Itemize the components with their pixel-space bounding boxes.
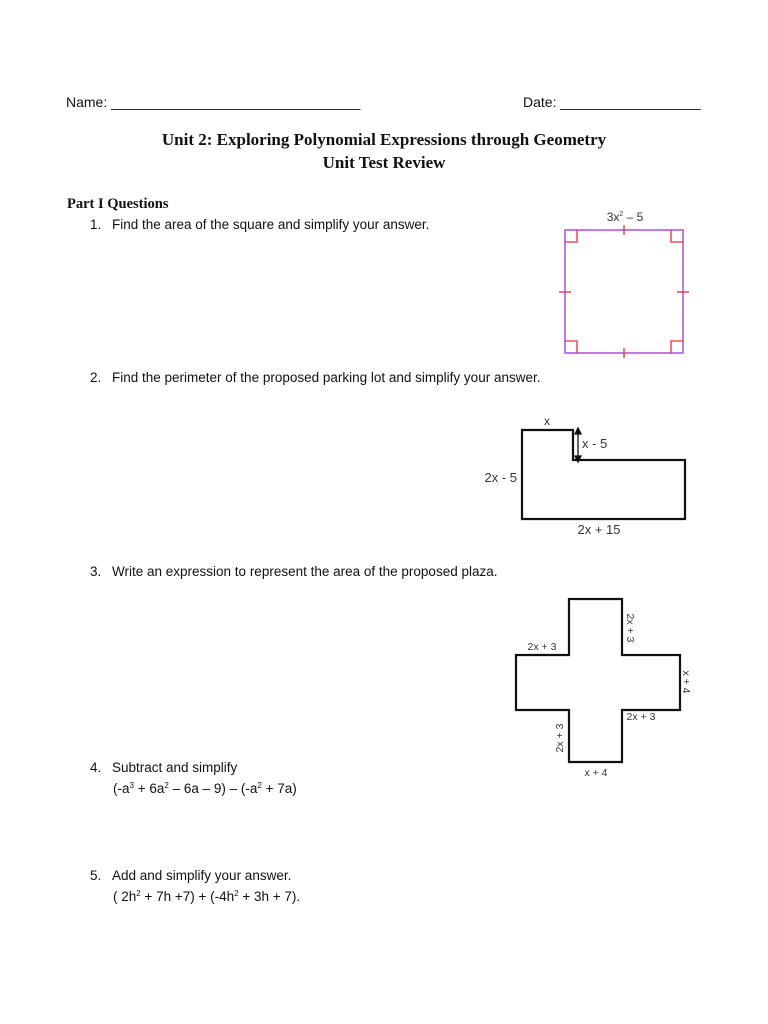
square-side-label: $3x^2 - 5$ [606,210,644,224]
question-text: Find the perimeter of the proposed parking lot and simplify your answer. [112,370,541,385]
document-subtitle: Unit Test Review [322,153,446,172]
question-4-expression: $(-a^3 + 6a^2 - 6a - 9) - (-a^2 + 7a)$ [113,781,297,796]
step-height-arrow [575,428,581,462]
top-width-label: x [544,414,550,428]
question-2 [90,370,540,385]
congruence-tick-marks [559,225,689,358]
top-arm-height-label: 2x + 3 [624,613,636,643]
step-height-label: x - 5 [582,436,608,451]
right-angle-marks [565,230,683,353]
square-figure [550,205,700,365]
question-1 [90,217,429,232]
parking-lot-figure [470,410,700,540]
section-title: Part I Questions [67,196,169,212]
question-text: Add and simplify your answer. [112,868,292,883]
bottom-width-label: 2x + 15 [577,522,621,537]
name-field-label: Name: ________________________________ [66,94,361,110]
question-number: 2. [90,370,102,385]
plaza-figure [506,592,696,782]
question-text: Subtract and simplify [112,760,238,775]
right-arm-height-label: x + 4 [680,670,692,694]
question-text: Write an expression to represent the area of the proposed plaza. [112,564,498,579]
right-arm-width-label: 2x + 3 [626,711,656,723]
question-number: 5. [90,868,102,883]
bottom-arm-height-label: 2x + 3 [554,723,566,753]
left-arm-width-label: 2x + 3 [527,641,557,653]
question-5-expression: ( $2h^2 + 7h +7) + (-4h^2 + 3h + 7)$. [113,889,301,904]
question-number: 4. [90,760,102,775]
date-field-label: Date: __________________ [523,94,701,110]
plaza-outline [516,599,680,762]
question-5 [90,868,291,883]
left-height-label: 2x - 5 [484,470,517,485]
question-number: 1. [90,217,102,232]
document-title: Unit 2: Exploring Polynomial Expressions through Geometry [161,130,607,149]
square-outline [565,230,683,353]
bottom-arm-width-label: x + 4 [584,767,608,779]
question-3 [90,564,497,579]
question-4 [90,760,237,775]
question-number: 3. [90,564,102,579]
question-text: Find the area of the square and simplify your answer. [112,217,430,232]
